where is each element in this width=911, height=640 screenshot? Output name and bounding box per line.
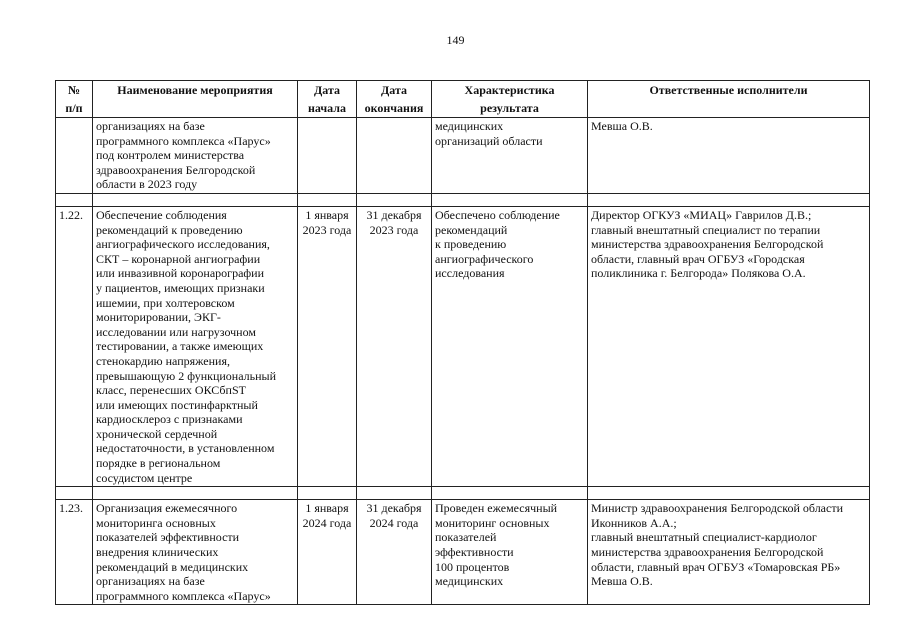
cell-line: главный внештатный специалист по терапии bbox=[591, 222, 821, 237]
page-number: 149 bbox=[446, 33, 465, 47]
cell-line: сосудистом центре bbox=[96, 470, 193, 485]
cell-line: эффективности bbox=[435, 545, 514, 560]
cell-line: программного комплекса «Парус» bbox=[96, 588, 271, 603]
cell-line: или инвазивной коронарографии bbox=[96, 266, 265, 281]
cell-line: 31 декабря bbox=[366, 501, 422, 516]
header-responsible: Ответственные исполнители bbox=[588, 81, 870, 118]
cell-line: ангиографического bbox=[435, 251, 534, 266]
cell-line: области, главный врач ОГБУЗ «Городская bbox=[591, 251, 805, 266]
cell-line: кардиосклероз с признаками bbox=[96, 412, 243, 427]
cell-line: ангиографического исследования, bbox=[96, 237, 270, 252]
cell-line: рекомендаций к проведению bbox=[96, 222, 243, 237]
cell-end-date bbox=[357, 206, 432, 486]
cell-text: 1.23. bbox=[59, 501, 83, 516]
cell-line: 2023 года bbox=[369, 222, 419, 237]
cell-num bbox=[56, 206, 93, 486]
cell-line: Обеспечение соблюдения bbox=[96, 207, 227, 222]
cell-line: порядке в региональном bbox=[96, 456, 221, 471]
cell-line: или имеющих постинфарктный bbox=[96, 397, 258, 412]
cell-text: 1.22. bbox=[59, 207, 83, 222]
cell-line: мониторировании, ЭКГ- bbox=[96, 310, 221, 325]
cell-line: организаций области bbox=[435, 133, 543, 148]
cell-line: Иконников А.А.; bbox=[591, 515, 677, 530]
cell-line: главный внештатный специалист-кардиолог bbox=[591, 530, 817, 545]
cell-start-date bbox=[298, 118, 357, 194]
cell-line: ишемии, при холтеровском bbox=[96, 295, 235, 310]
cell-line: тестировании, а также имеющих bbox=[96, 339, 264, 354]
header-name: Наименование мероприятия bbox=[93, 81, 298, 118]
cell-name bbox=[93, 206, 298, 486]
cell-line: мониторинг основных bbox=[435, 515, 550, 530]
cell-start-date bbox=[298, 500, 357, 605]
cell-line: Организация ежемесячного bbox=[96, 501, 238, 516]
header-result: Характеристика результата bbox=[432, 81, 588, 118]
cell-line: исследовании или нагрузочном bbox=[96, 324, 256, 339]
header-num: № п/п bbox=[56, 81, 93, 118]
cell-line: Министр здравоохранения Белгородской области bbox=[591, 501, 843, 516]
cell-end-date bbox=[357, 500, 432, 605]
cell-responsible bbox=[588, 206, 870, 486]
cell-line: министерства здравоохранения Белгородской bbox=[591, 237, 824, 252]
cell-result bbox=[432, 500, 588, 605]
cell-line: рекомендаций в медицинских bbox=[96, 559, 249, 574]
cell-line: медицинских bbox=[435, 574, 504, 589]
cell-line: под контролем министерства bbox=[96, 148, 245, 163]
cell-line: Мевша О.В. bbox=[591, 574, 653, 589]
cell-line: 100 процентов bbox=[435, 559, 510, 574]
header-end-date: Дата окончания bbox=[357, 81, 432, 118]
cell-line: области, главный врач ОГБУЗ «Томаровская РБ» bbox=[591, 559, 841, 574]
cell-line: недостаточности, в установленном bbox=[96, 441, 275, 456]
table-row bbox=[56, 118, 870, 194]
cell-line: рекомендаций bbox=[435, 222, 508, 237]
cell-line: Проведен ежемесячный bbox=[435, 501, 558, 516]
cell-line: внедрения клинических bbox=[96, 545, 219, 560]
cell-line: области в 2023 году bbox=[96, 177, 198, 192]
row-gap bbox=[56, 193, 870, 206]
cell-line: 1 января bbox=[305, 501, 349, 516]
cell-line: показателей bbox=[435, 530, 497, 545]
cell-name bbox=[93, 500, 298, 605]
header-start-date: Дата начала bbox=[298, 81, 357, 118]
table-row bbox=[56, 206, 870, 486]
cell-line: 2023 года bbox=[302, 222, 352, 237]
cell-line: 31 декабря bbox=[366, 207, 422, 222]
cell-line: Обеспечено соблюдение bbox=[435, 207, 560, 222]
activities-table bbox=[55, 80, 870, 605]
cell-line: класс, перенесших ОКСбпST bbox=[96, 383, 246, 398]
cell-line: 2024 года bbox=[302, 515, 352, 530]
cell-line: к проведению bbox=[435, 237, 507, 252]
cell-line: 2024 года bbox=[369, 515, 419, 530]
cell-num bbox=[56, 118, 93, 194]
cell-line: хронической сердечной bbox=[96, 426, 218, 441]
cell-line: здравоохранения Белгородской bbox=[96, 162, 256, 177]
cell-line: 1 января bbox=[305, 207, 349, 222]
table-header-row bbox=[56, 81, 870, 118]
table-row bbox=[56, 500, 870, 605]
cell-line: превышающую 2 функциональный bbox=[96, 368, 277, 383]
row-gap bbox=[56, 487, 870, 500]
cell-line: Мевша О.В. bbox=[591, 119, 653, 133]
cell-name bbox=[93, 118, 298, 194]
cell-line: поликлиника г. Белгорода» Полякова О.А. bbox=[591, 266, 806, 281]
cell-line: организациях на базе bbox=[96, 119, 205, 133]
cell-end-date bbox=[357, 118, 432, 194]
cell-line: показателей эффективности bbox=[96, 530, 240, 545]
cell-line: медицинских bbox=[435, 119, 504, 133]
cell-line: организациях на базе bbox=[96, 574, 205, 589]
cell-line: исследования bbox=[435, 266, 505, 281]
cell-num bbox=[56, 500, 93, 605]
cell-line: СКТ – коронарной ангиографии bbox=[96, 251, 261, 266]
cell-line: программного комплекса «Парус» bbox=[96, 133, 271, 148]
cell-result bbox=[432, 118, 588, 194]
cell-line: Директор ОГКУЗ «МИАЦ» Гаврилов Д.В.; bbox=[591, 207, 812, 222]
cell-responsible bbox=[588, 118, 870, 194]
cell-result bbox=[432, 206, 588, 486]
cell-responsible bbox=[588, 500, 870, 605]
cell-line: министерства здравоохранения Белгородской bbox=[591, 545, 824, 560]
cell-line: мониторинга основных bbox=[96, 515, 216, 530]
cell-start-date bbox=[298, 206, 357, 486]
cell-line: стенокардию напряжения, bbox=[96, 353, 230, 368]
cell-line: у пациентов, имеющих признаки bbox=[96, 280, 265, 295]
